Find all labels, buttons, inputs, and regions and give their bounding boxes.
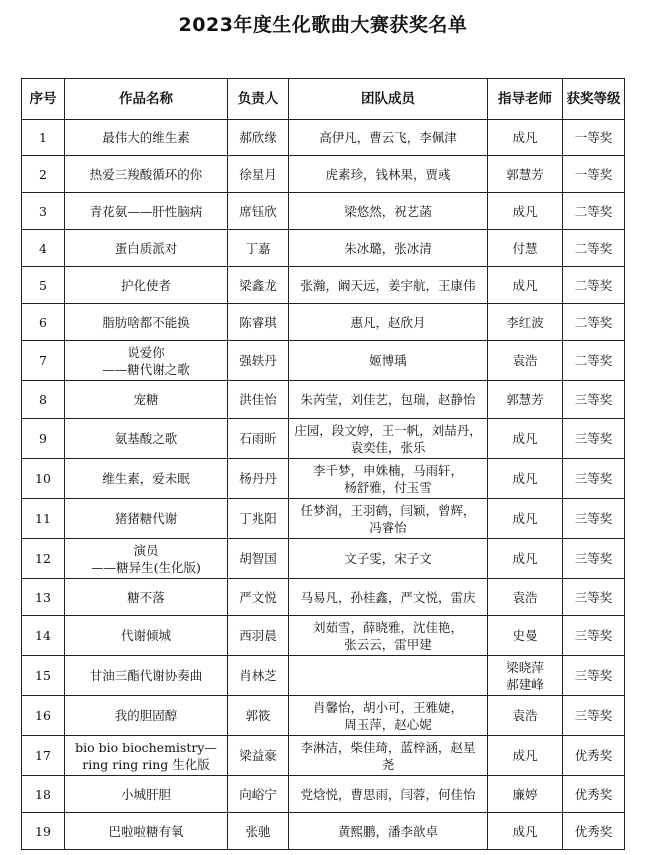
cell-award: 一等奖 xyxy=(563,120,625,156)
advisor-line: 袁浩 xyxy=(512,589,538,605)
cell-work xyxy=(65,156,228,193)
cell-work xyxy=(65,579,228,616)
work-line: ring ring ring 生化版 xyxy=(82,756,210,772)
cell-award: 二等奖 xyxy=(563,341,625,381)
members-line: 刘茹雪，薛晓雅，沈佳艳， xyxy=(312,619,463,635)
members-line: 张瀚，阚天远，姜宇航，王康伟 xyxy=(300,277,476,293)
cell-award: 三等奖 xyxy=(563,656,625,696)
cell-no: 12 xyxy=(22,539,65,579)
table-row xyxy=(22,304,625,341)
cell-leader: 肖林芝 xyxy=(228,656,289,696)
cell-work xyxy=(65,193,228,230)
cell-advisor xyxy=(488,656,563,696)
members-line: 虎素珍，钱林果，贾彧 xyxy=(325,166,451,182)
table-row xyxy=(22,419,625,459)
cell-leader: 郭筱 xyxy=(228,696,289,736)
cell-members xyxy=(289,776,488,813)
cell-leader: 梁益豪 xyxy=(228,736,289,776)
cell-no: 6 xyxy=(22,304,65,341)
cell-work xyxy=(65,459,228,499)
advisor-line: 廉婷 xyxy=(512,786,538,802)
advisor-line: 付慧 xyxy=(512,240,538,256)
cell-members xyxy=(289,419,488,459)
members-line: 肖馨怡，胡小可，王雅婕， xyxy=(312,699,463,715)
members-line: 李千梦，申姝楠，马雨轩， xyxy=(312,462,463,478)
cell-work xyxy=(65,736,228,776)
members-line: 惠凡，赵欣月 xyxy=(350,314,426,330)
cell-award: 三等奖 xyxy=(563,696,625,736)
cell-no: 3 xyxy=(22,193,65,230)
cell-work xyxy=(65,776,228,813)
work-line: 蛋白质派对 xyxy=(114,240,178,256)
cell-award: 三等奖 xyxy=(563,579,625,616)
cell-award: 优秀奖 xyxy=(563,776,625,813)
cell-advisor xyxy=(488,230,563,267)
cell-advisor xyxy=(488,499,563,539)
cell-work xyxy=(65,499,228,539)
cell-award: 二等奖 xyxy=(563,193,625,230)
members-line: 杨舒雅，付玉雪 xyxy=(344,479,432,495)
advisor-line: 史曼 xyxy=(512,628,538,643)
advisor-line: 成凡 xyxy=(512,748,538,763)
table-row xyxy=(22,341,625,381)
table-row xyxy=(22,776,625,813)
table-row xyxy=(22,120,625,156)
members-line: 袁奕佳，张乐 xyxy=(350,439,426,455)
table-row xyxy=(22,230,625,267)
cell-award: 优秀奖 xyxy=(563,813,625,850)
cell-award: 三等奖 xyxy=(563,539,625,579)
cell-leader: 杨丹丹 xyxy=(228,459,289,499)
advisor-line: 成凡 xyxy=(512,277,538,293)
members-line: 张云云，雷甲建 xyxy=(344,636,432,652)
table-row xyxy=(22,156,625,193)
work-line: 护化使者 xyxy=(120,277,171,293)
cell-members xyxy=(289,696,488,736)
members-line: 李淋洁，柴佳琦，蓝梓涵，赵星 xyxy=(300,739,476,755)
work-line: 巴啦啦糖有氧 xyxy=(108,823,184,839)
cell-no: 18 xyxy=(22,776,65,813)
cell-no: 19 xyxy=(22,813,65,850)
cell-leader: 石雨昕 xyxy=(228,419,289,459)
cell-work xyxy=(65,230,228,267)
awards-table xyxy=(21,78,625,850)
members-line: 庄园，段文婷，王一帆，刘喆丹， xyxy=(294,422,482,438)
work-line: 演员 xyxy=(133,542,159,558)
table-row xyxy=(22,813,625,850)
advisor-line: 郭慧芳 xyxy=(506,392,544,407)
work-line: 甘油三酯代谢协奏曲 xyxy=(89,668,203,683)
cell-leader: 西羽晨 xyxy=(228,616,289,656)
members-line: 黄熙鹏，潘李歆卓 xyxy=(337,823,438,839)
advisor-line: 郭慧芳 xyxy=(506,166,544,182)
cell-award: 三等奖 xyxy=(563,459,625,499)
cell-members xyxy=(289,156,488,193)
cell-no: 7 xyxy=(22,341,65,381)
cell-members xyxy=(289,459,488,499)
cell-advisor xyxy=(488,459,563,499)
header-row xyxy=(22,79,625,120)
cell-no: 2 xyxy=(22,156,65,193)
table-row xyxy=(22,736,625,776)
work-line: 小城肝胆 xyxy=(120,786,171,802)
cell-members xyxy=(289,736,488,776)
cell-award: 三等奖 xyxy=(563,381,625,419)
cell-members xyxy=(289,230,488,267)
cell-members xyxy=(289,120,488,156)
work-line: 最伟大的维生素 xyxy=(102,130,190,145)
cell-work xyxy=(65,304,228,341)
advisor-line: 成凡 xyxy=(512,203,538,219)
cell-advisor xyxy=(488,579,563,616)
cell-advisor xyxy=(488,341,563,381)
work-line: 青花氨——肝性脑病 xyxy=(89,203,203,219)
cell-no: 14 xyxy=(22,616,65,656)
cell-members xyxy=(289,813,488,850)
cell-advisor xyxy=(488,267,563,304)
cell-advisor xyxy=(488,539,563,579)
cell-work xyxy=(65,813,228,850)
cell-leader: 胡智国 xyxy=(228,539,289,579)
cell-leader: 强轶丹 xyxy=(228,341,289,381)
advisor-line: 成凡 xyxy=(512,551,538,566)
cell-advisor xyxy=(488,419,563,459)
advisor-line: 成凡 xyxy=(512,130,538,145)
cell-leader: 丁嘉 xyxy=(228,230,289,267)
cell-no: 10 xyxy=(22,459,65,499)
advisor-line: 成凡 xyxy=(512,471,538,486)
work-line: ——糖代谢之歌 xyxy=(102,361,190,377)
cell-leader: 梁鑫龙 xyxy=(228,267,289,304)
work-line: ——糖异生(生化版) xyxy=(91,559,201,575)
members-line: 周玉萍，赵心妮 xyxy=(344,716,432,732)
header-advisor: 指导老师 xyxy=(488,79,563,120)
cell-leader: 张驰 xyxy=(228,813,289,850)
work-line: 糖不落 xyxy=(127,589,165,605)
cell-no: 11 xyxy=(22,499,65,539)
header-work: 作品名称 xyxy=(65,79,228,120)
table-row xyxy=(22,656,625,696)
cell-advisor xyxy=(488,193,563,230)
cell-leader: 席钰欣 xyxy=(228,193,289,230)
advisor-line: 梁晓萍 xyxy=(506,659,544,675)
cell-award: 一等奖 xyxy=(563,156,625,193)
cell-award: 二等奖 xyxy=(563,230,625,267)
cell-members xyxy=(289,616,488,656)
members-line: 高伊凡，曹云飞，李佩津 xyxy=(319,130,457,145)
members-line: 尧 xyxy=(381,756,395,772)
cell-no: 9 xyxy=(22,419,65,459)
header-members: 团队成员 xyxy=(289,79,488,120)
work-line: 说爱你 xyxy=(127,344,165,360)
cell-no: 16 xyxy=(22,696,65,736)
table-row xyxy=(22,381,625,419)
cell-advisor xyxy=(488,776,563,813)
advisor-line: 成凡 xyxy=(512,823,538,839)
header-award: 获奖等级 xyxy=(563,79,625,120)
cell-work xyxy=(65,341,228,381)
members-line: 文子雯，宋子文 xyxy=(344,551,432,566)
cell-members xyxy=(289,267,488,304)
advisor-line: 成凡 xyxy=(512,431,538,446)
cell-leader: 徐星月 xyxy=(228,156,289,193)
table-row xyxy=(22,267,625,304)
cell-advisor xyxy=(488,736,563,776)
advisor-line: 袁浩 xyxy=(512,708,538,723)
cell-award: 优秀奖 xyxy=(563,736,625,776)
cell-no: 1 xyxy=(22,120,65,156)
members-line: 党焓悦，曹思雨，闫蓉，何佳怡 xyxy=(300,786,476,802)
cell-advisor xyxy=(488,381,563,419)
table-row xyxy=(22,579,625,616)
table-row xyxy=(22,499,625,539)
advisor-line: 郝建峰 xyxy=(506,676,544,692)
table-row xyxy=(22,616,625,656)
members-line: 朱冰璐，张冰清 xyxy=(344,240,432,256)
page-title: 2023年度生化歌曲大赛获奖名单 xyxy=(178,14,468,36)
work-line: 猪猪糖代谢 xyxy=(114,511,178,526)
cell-advisor xyxy=(488,120,563,156)
cell-award: 三等奖 xyxy=(563,499,625,539)
cell-advisor xyxy=(488,813,563,850)
cell-members xyxy=(289,381,488,419)
cell-work xyxy=(65,381,228,419)
cell-leader: 郝欣缘 xyxy=(228,120,289,156)
work-line: bio bio biochemistry— xyxy=(75,739,217,755)
work-line: 代谢倾城 xyxy=(120,628,171,643)
advisor-line: 袁浩 xyxy=(512,353,538,368)
cell-advisor xyxy=(488,156,563,193)
cell-members xyxy=(289,499,488,539)
work-line: 热爱三羧酸循环的你 xyxy=(89,166,203,182)
work-line: 我的胆固醇 xyxy=(114,708,178,723)
table-row xyxy=(22,193,625,230)
cell-members xyxy=(289,579,488,616)
cell-leader: 洪佳怡 xyxy=(228,381,289,419)
cell-no: 15 xyxy=(22,656,65,696)
header-no: 序号 xyxy=(22,79,65,120)
cell-no: 4 xyxy=(22,230,65,267)
members-line: 任梦润，王羽鹤，闫颖，曾辉， xyxy=(300,502,476,518)
cell-advisor xyxy=(488,616,563,656)
cell-no: 13 xyxy=(22,579,65,616)
cell-no: 17 xyxy=(22,736,65,776)
cell-advisor xyxy=(488,696,563,736)
cell-members xyxy=(289,193,488,230)
cell-members xyxy=(289,304,488,341)
members-line: 姬博瑀 xyxy=(369,353,407,368)
cell-advisor xyxy=(488,304,563,341)
advisor-line: 成凡 xyxy=(512,511,538,526)
members-line: 冯睿怡 xyxy=(369,519,407,535)
cell-leader: 向峪宁 xyxy=(228,776,289,813)
cell-work xyxy=(65,267,228,304)
members-line: 朱芮莹，刘佳艺，包瑞，赵静怡 xyxy=(300,392,476,407)
cell-no: 5 xyxy=(22,267,65,304)
cell-work xyxy=(65,539,228,579)
cell-leader: 陈睿琪 xyxy=(228,304,289,341)
cell-leader: 严文悦 xyxy=(228,579,289,616)
cell-work xyxy=(65,696,228,736)
table-row xyxy=(22,459,625,499)
table-row xyxy=(22,539,625,579)
work-line: 维生素，爱未眠 xyxy=(102,471,190,486)
cell-work xyxy=(65,616,228,656)
advisor-line: 李红波 xyxy=(506,314,544,330)
cell-award: 三等奖 xyxy=(563,419,625,459)
members-line: 马易凡，孙桂鑫，严文悦，雷庆 xyxy=(300,589,476,605)
members-line: 梁悠然，祝艺菡 xyxy=(344,203,432,219)
table-row xyxy=(22,696,625,736)
work-line: 脂肪啥都不能换 xyxy=(102,314,190,330)
cell-work xyxy=(65,656,228,696)
cell-members xyxy=(289,656,488,696)
cell-members xyxy=(289,341,488,381)
work-line: 宠糖 xyxy=(133,392,159,407)
cell-work xyxy=(65,120,228,156)
cell-award: 二等奖 xyxy=(563,304,625,341)
header-leader: 负责人 xyxy=(228,79,289,120)
cell-award: 三等奖 xyxy=(563,616,625,656)
cell-leader: 丁兆阳 xyxy=(228,499,289,539)
cell-members xyxy=(289,539,488,579)
cell-award: 二等奖 xyxy=(563,267,625,304)
cell-work xyxy=(65,419,228,459)
work-line: 氨基酸之歌 xyxy=(114,431,178,446)
cell-no: 8 xyxy=(22,381,65,419)
